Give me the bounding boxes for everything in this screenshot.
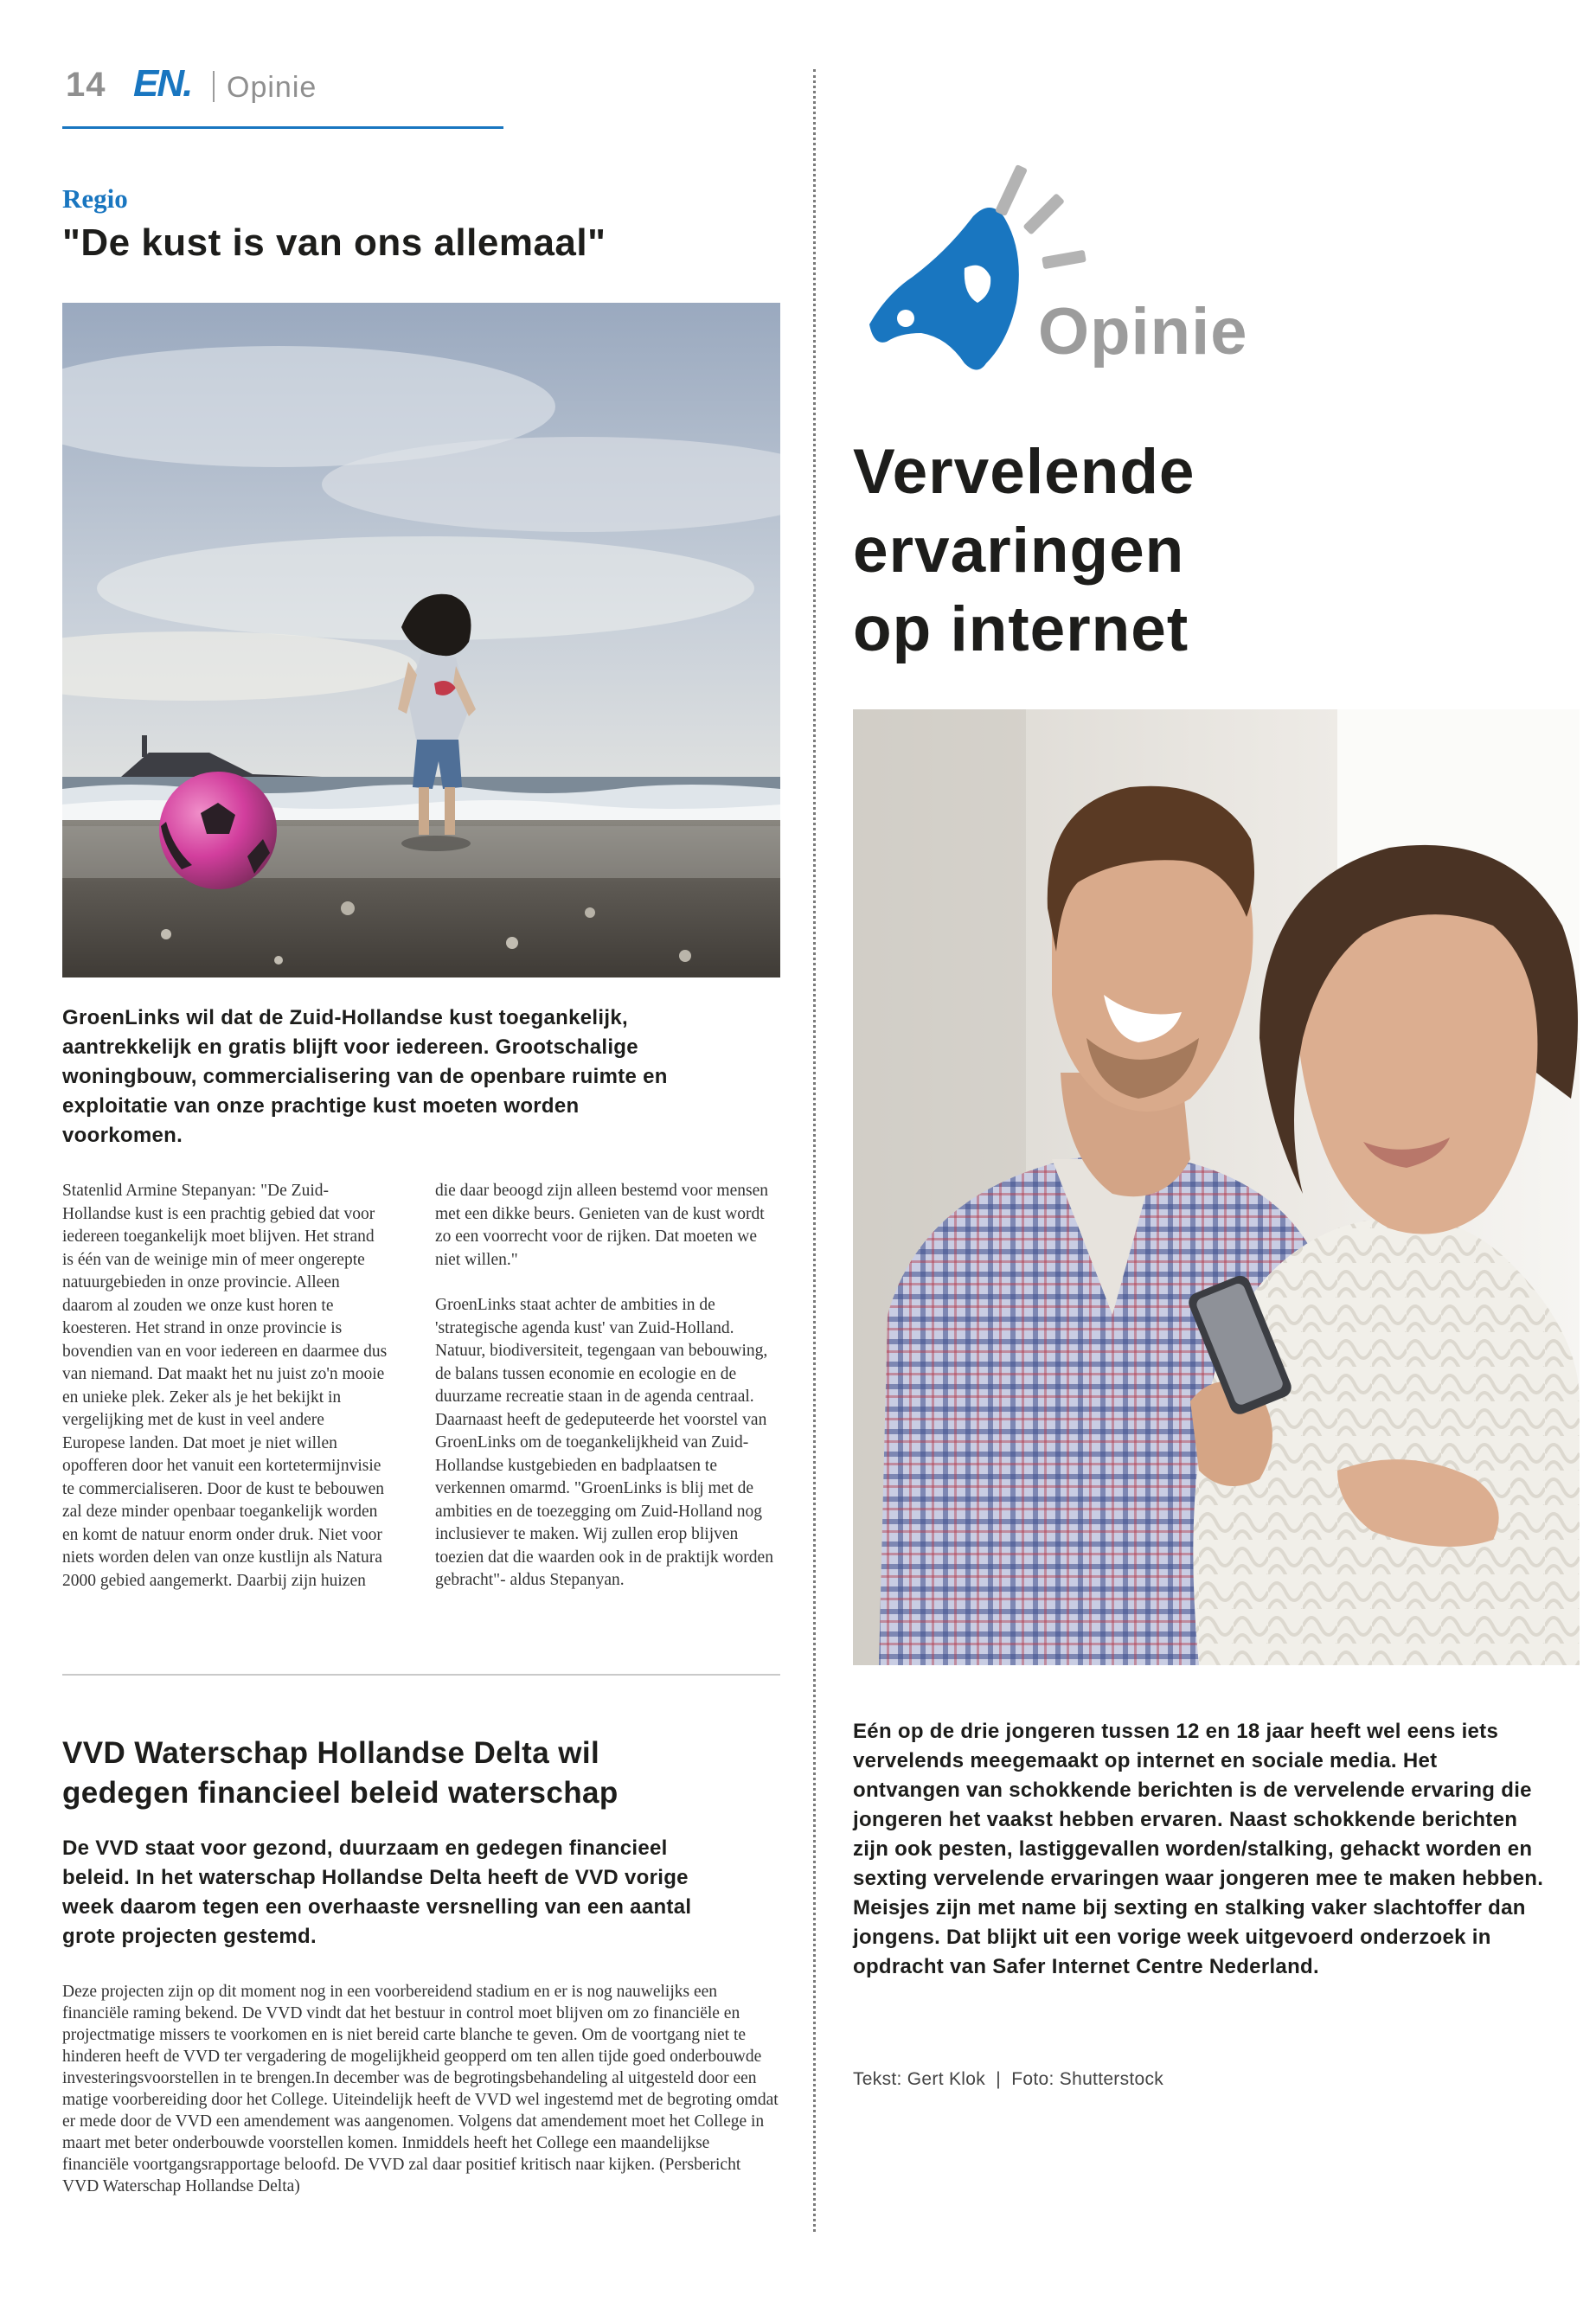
article-body-column-1: [62, 1180, 389, 1593]
opinion-lead: Eén op de drie jongeren tussen 12 en 18 jaar heeft wel eens iets vervelends meegemaakt op internet en sociale media. Het ontvangen van schokkende berichten is de vervelende ervaring die jongeren het vaakst hebben ervaren. Naast schokkende berichten zijn ook pesten, lastiggevallen worden/stalking, gehackt worden en sexting vervelende ervaringen waar jongeren mee te maken hebben. Meisjes zijn met name bij sexting en stalking vaker slachtoffer dan jongens. Dat blijkt uit een vorige week uitgevoerd onderzoek in opdracht van Safer Internet Centre Nederland.: [853, 1720, 1544, 1978]
article-title: VVD Waterschap Hollandse Delta wil gedegen financieel beleid waterschap: [62, 1736, 619, 1810]
beach-photo: [62, 303, 780, 977]
beach-photo-illustration: [62, 303, 780, 977]
body-paragraph: Statenlid Armine Stepanyan: "De Zuid-Hollandse kust is een prachtig gebied dat voor iedereen toegankelijk moet blijven. Het strand is één van de weinige min of meer ongerepte natuurgebieden in onze provincie. Alleen daarom al zouden we onze kust horen te koesteren. Het strand in onze provincie is bovendien van en voor iedereen en daarmee dus van niemand. Dat maakt het nu juist zo'n mooie en unieke plek. Zeker als je het bekijkt in vergelijking met de kust in veel andere Europese landen. Dat moet je niet willen opofferen door het vanuit een kortetermijnvisie te commercialiseren. Door de kust te bebouwen zal deze minder openbaar toegankelijk worden en komt de natuur enorm onder druk. Niet voor niets worden delen van onze kustlijn als Natura 2000 gebied aangemerkt. Daarbij zijn huizen: [62, 1182, 388, 1590]
article-body: Deze projecten zijn op dit moment nog in een voorbereidend stadium en er is nog nauwelijks een financiële raming bekend. De VVD vindt dat het bestuur in control moet blijven om zo financiële en projectmatige missers te voorkomen en is niet bereid carte blanche te geven. Om de voortgang niet te hinderen heeft de VVD ter vergadering de mogelijkheid geopperd om ten allen tijde goed onderbouwde investeringsvoorstellen in te brengen.In december was de begrotingsbehandeling al uitgesteld door een matige voorbereiding door het College. Uiteindelijk heeft de VVD wel ingestemd met de begroting omdat er mede door de VVD een amendement was aangenomen. Volgens dat amendement moet het College in maart met beter onderbouwde voorstellen komen. Inmiddels heeft het College een maandelijkse financiële voortgangsrapportage beloofd. De VVD zal daar positief kritisch naar kijken. (Persbericht VVD Waterschap Hollandse Delta): [62, 1983, 779, 2195]
photo-credits: Tekst: Gert Klok | Foto: Shutterstock: [853, 2069, 1164, 2089]
opinion-title-line: ervaringen: [853, 516, 1185, 586]
column-divider: [813, 69, 816, 2232]
section-label: Opinie: [227, 71, 317, 104]
article-separator: [62, 1674, 780, 1676]
article-body-column-2: [435, 1180, 781, 1593]
opinion-title: [853, 433, 1545, 669]
brand-logo: EN.: [133, 62, 192, 105]
body-paragraph: GroenLinks staat achter de ambities in de 'strategische agenda kust' van Zuid-Holland. Natuur, biodiversiteit, tegengaan van bebouwing, de balans tussen economie en ecologie en de duurzame recreatie staan in de agenda centraal. Daarnaast heeft de gedeputeerde het voorstel van GroenLinks om de toegankelijkheid van Zuid-Hollandse kustgebieden en badplaatsen te verkennen omarmd. "GroenLinks is blij met de ambities en de toezegging om Zuid-Holland nog inclusiever te maken. Wij zullen erop blijven toezien dat die waarden ook in de praktijk worden gebracht"- aldus Stepanyan.: [435, 1296, 773, 1589]
header-separator: [213, 71, 215, 102]
opinion-title-line: op internet: [853, 594, 1189, 664]
article-lead: GroenLinks wil dat de Zuid-Hollandse kust toegankelijk, aantrekkelijk en gratis blijft voor iedereen. Grootschalige woningbouw, commercialisering van de openbare ruimte en exploitatie van onze prachtige kust moeten worden voorkomen.: [62, 1006, 668, 1147]
couple-photo-illustration: [853, 709, 1580, 1665]
article-title: "De kust is van ons allemaal": [62, 221, 606, 264]
category-label: Regio: [62, 183, 128, 214]
header-rule: [62, 126, 503, 129]
opinie-logo: [852, 164, 1267, 381]
couple-photo: [853, 709, 1580, 1665]
opinion-title-line: Vervelende: [853, 437, 1195, 507]
body-paragraph: die daar beoogd zijn alleen bestemd voor mensen met een dikke beurs. Genieten van de kust wordt zo een voorrecht voor de rijken. Dat moeten we niet willen.": [435, 1182, 768, 1269]
page-number: 14: [66, 66, 106, 104]
article-lead: De VVD staat voor gezond, duurzaam en gedegen financieel beleid. In het waterschap Hollandse Delta heeft de VVD vorige week daarom tegen een overhaaste versnelling van een aantal grote projecten gestemd.: [62, 1836, 692, 1948]
opinie-logo-label: Opinie: [1038, 295, 1248, 369]
